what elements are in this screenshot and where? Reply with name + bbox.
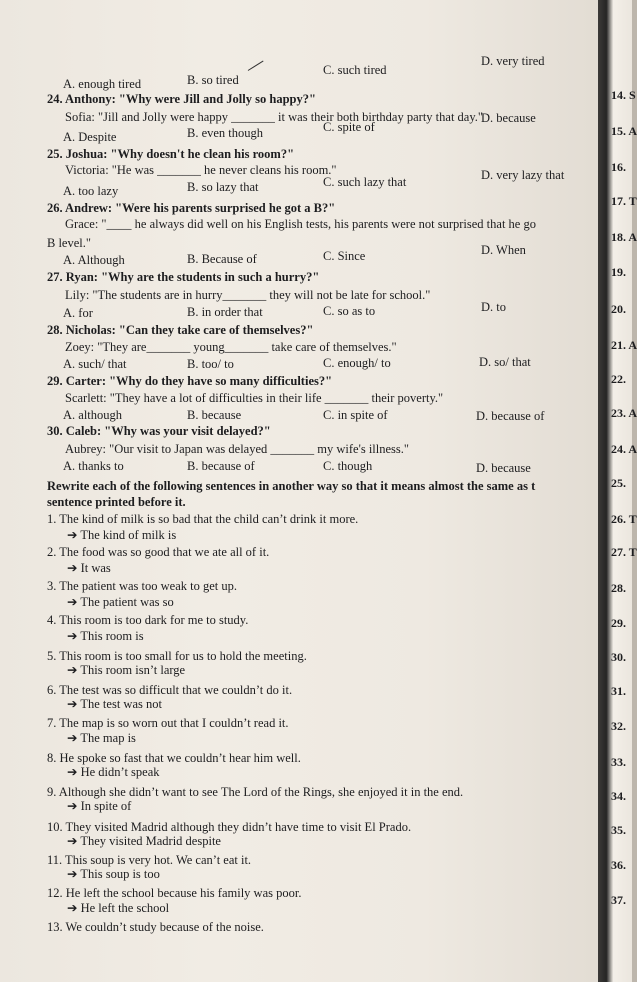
q24-option-d: D. because xyxy=(481,111,536,125)
rewrite-prompt: ➔ The patient was so xyxy=(67,595,174,609)
q28-option-a: A. such/ that xyxy=(63,357,127,371)
right-page-number: 16. xyxy=(611,160,626,174)
right-page-number: 37. xyxy=(611,893,626,907)
q29-reply: Scarlett: "They have a lot of difficulties in their life _______ their poverty." xyxy=(65,391,444,405)
q25-option-d: D. very lazy that xyxy=(481,168,565,182)
q30-prompt: 30. Caleb: "Why was your visit delayed?" xyxy=(47,424,271,438)
rewrite-question: 8. He spoke so fast that we couldn’t hear him well. xyxy=(47,751,301,765)
q30-reply: Aubrey: "Our visit to Japan was delayed _______ my wife's illness." xyxy=(65,442,410,456)
right-page-number: 28. xyxy=(611,581,626,595)
q29-option-b: B. because xyxy=(187,408,242,422)
right-page-number: 31. xyxy=(611,684,626,698)
q27-prompt: 27. Ryan: "Why are the students in such a hurry?" xyxy=(47,270,320,284)
q26-option-d: D. When xyxy=(481,243,526,257)
right-page-number: 15. A xyxy=(611,124,637,138)
rewrite-question: 11. This soup is very hot. We can’t eat it. xyxy=(47,853,252,867)
q27-option-b: B. in order that xyxy=(187,305,263,319)
q25-reply: Victoria: "He was _______ he never cleans his room." xyxy=(65,163,337,177)
right-page-number: 26. T xyxy=(611,512,637,526)
rewrite-prompt: ➔ He left the school xyxy=(67,901,170,915)
rewrite-prompt: ➔ In spite of xyxy=(67,799,132,813)
handwritten-mark xyxy=(248,61,264,71)
rewrite-question: 2. The food was so good that we ate all of it. xyxy=(47,545,270,559)
right-page-number: 36. xyxy=(611,858,626,872)
q27-option-c: C. so as to xyxy=(323,304,376,318)
q24-option-c: C. spite of xyxy=(323,120,375,134)
q27-reply: Lily: "The students are in hurry_______ they will not be late for school." xyxy=(65,288,431,302)
right-page-number: 24. A xyxy=(611,442,637,456)
rewrite-prompt: ➔ He didn’t speak xyxy=(67,765,160,779)
q24-option-a: A. Despite xyxy=(63,130,117,144)
q26-option-b: B. Because of xyxy=(187,252,257,266)
q30-option-d: D. because xyxy=(476,461,531,475)
rewrite-question: 6. The test was so difficult that we couldn’t do it. xyxy=(47,683,293,697)
right-page-number: 23. A xyxy=(611,406,637,420)
q26-reply-cont: B level." xyxy=(47,236,91,250)
rewrite-question: 1. The kind of milk is so bad that the child can’t drink it more. xyxy=(47,512,359,526)
q29-option-d: D. because of xyxy=(476,409,545,423)
q28-reply: Zoey: "They are_______ young_______ take care of themselves." xyxy=(65,340,397,354)
prev-option-a: A. enough tired xyxy=(63,77,142,91)
q28-option-b: B. too/ to xyxy=(187,357,234,371)
rewrite-prompt: ➔ This room isn’t large xyxy=(67,663,186,677)
rewrite-question: 7. The map is so worn out that I couldn’t read it. xyxy=(47,716,289,730)
rewrite-question: 4. This room is too dark for me to study. xyxy=(47,613,249,627)
right-page-number: 20. xyxy=(611,302,626,316)
q28-prompt: 28. Nicholas: "Can they take care of themselves?" xyxy=(47,323,314,337)
rewrite-question: 12. He left the school because his family was poor. xyxy=(47,886,302,900)
q29-prompt: 29. Carter: "Why do they have so many difficulties?" xyxy=(47,374,333,388)
rewrite-question: 9. Although she didn’t want to see The Lord of the Rings, she enjoyed it in the end. xyxy=(47,785,464,799)
q26-option-a: A. Although xyxy=(63,253,125,267)
q25-option-c: C. such lazy that xyxy=(323,175,407,189)
rewrite-question: 10. They visited Madrid although they didn’t have time to visit El Prado. xyxy=(47,820,412,834)
q29-option-c: C. in spite of xyxy=(323,408,388,422)
rewrite-instruction: Rewrite each of the following sentences in another way so that it means almost the same as t xyxy=(47,479,536,493)
right-page-number: 19. xyxy=(611,265,626,279)
right-page-number: 22. xyxy=(611,372,626,386)
right-page-number: 32. xyxy=(611,719,626,733)
rewrite-prompt: ➔ They visited Madrid despite xyxy=(67,834,221,848)
q25-option-a: A. too lazy xyxy=(63,184,119,198)
rewrite-instruction-cont: sentence printed before it. xyxy=(47,495,186,509)
right-page-number: 30. xyxy=(611,650,626,664)
right-page-number: 21. A xyxy=(611,338,637,352)
q27-option-a: A. for xyxy=(63,306,93,320)
q24-option-b: B. even though xyxy=(187,126,264,140)
rewrite-question: 3. The patient was too weak to get up. xyxy=(47,579,238,593)
rewrite-prompt: ➔ This room is xyxy=(67,629,144,643)
q30-option-c: C. though xyxy=(323,459,373,473)
right-page-number: 29. xyxy=(611,616,626,630)
q30-option-b: B. because of xyxy=(187,459,255,473)
rewrite-prompt: ➔ This soup is too xyxy=(67,867,160,881)
right-page-number: 18. A xyxy=(611,230,637,244)
rewrite-prompt: ➔ The kind of milk is xyxy=(67,528,177,542)
right-page-number: 25. xyxy=(611,476,626,490)
prev-option-d: D. very tired xyxy=(481,54,545,68)
right-page-number: 34. xyxy=(611,789,626,803)
q28-option-d: D. so/ that xyxy=(479,355,531,369)
prev-option-b: B. so tired xyxy=(187,73,239,87)
rewrite-prompt: ➔ The test was not xyxy=(67,697,162,711)
q26-reply: Grace: "____ he always did well on his English tests, his parents were not surprised that he go xyxy=(65,217,536,231)
rewrite-question: 5. This room is too small for us to hold the meeting. xyxy=(47,649,307,663)
q28-option-c: C. enough/ to xyxy=(323,356,391,370)
q25-prompt: 25. Joshua: "Why doesn't he clean his room?" xyxy=(47,147,295,161)
right-page-number: 27. T xyxy=(611,545,637,559)
q27-option-d: D. to xyxy=(481,300,506,314)
q29-option-a: A. although xyxy=(63,408,123,422)
rewrite-prompt: ➔ It was xyxy=(67,561,111,575)
q25-option-b: B. so lazy that xyxy=(187,180,259,194)
prev-option-c: C. such tired xyxy=(323,63,387,77)
rewrite-question: 13. We couldn’t study because of the noise. xyxy=(47,920,264,934)
rewrite-prompt: ➔ The map is xyxy=(67,731,136,745)
q26-option-c: C. Since xyxy=(323,249,366,263)
right-page-number: 14. S xyxy=(611,88,636,102)
right-page-number: 35. xyxy=(611,823,626,837)
right-page-number: 17. T xyxy=(611,194,637,208)
q26-prompt: 26. Andrew: "Were his parents surprised he got a B?" xyxy=(47,201,336,215)
q24-reply: Sofia: "Jill and Jolly were happy _______ it was their both birthday party that day." xyxy=(65,110,483,124)
q24-prompt: 24. Anthony: "Why were Jill and Jolly so happy?" xyxy=(47,92,316,106)
right-page-number: 33. xyxy=(611,755,626,769)
q30-option-a: A. thanks to xyxy=(63,459,124,473)
